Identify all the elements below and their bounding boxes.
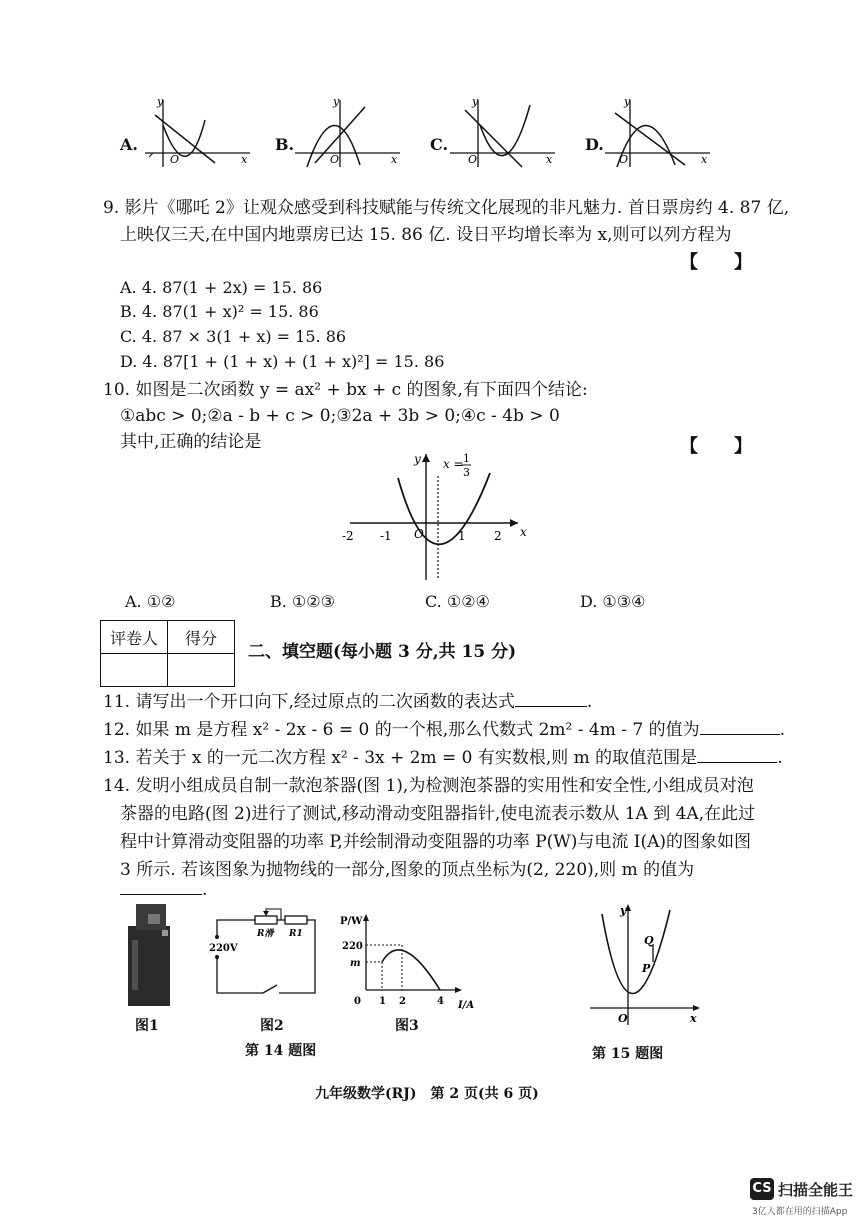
q8-a-x: x bbox=[241, 153, 248, 166]
section-2-title: 二、填空题(每小题 3 分,共 15 分) bbox=[248, 642, 517, 662]
q8-c-o: O bbox=[468, 153, 478, 166]
q8-a-o: O bbox=[170, 153, 180, 166]
fig14-tick-2: 2 bbox=[399, 996, 406, 1007]
fig14-circuit-diagram bbox=[205, 905, 325, 1000]
fig14-voltage-label: 220V bbox=[209, 943, 238, 954]
q9-option-a: A. 4. 87(1 + 2x) = 15. 86 bbox=[120, 278, 323, 297]
fig14-i-axis: I/A bbox=[458, 1000, 475, 1010]
score-table bbox=[100, 620, 235, 687]
fig14-p220: 220 bbox=[342, 941, 363, 952]
q9-option-c: C. 4. 87 × 3(1 + x) = 15. 86 bbox=[120, 327, 347, 346]
fig14-caption: 第 14 题图 bbox=[245, 1043, 317, 1059]
score-table-grader-cell[interactable] bbox=[101, 654, 168, 687]
q8-option-d-label: D. bbox=[585, 135, 604, 154]
q8-option-a-graph bbox=[145, 95, 255, 170]
score-table-score-header: 得分 bbox=[168, 621, 235, 654]
q13-text: 13. 若关于 x 的一元二次方程 x² - 3x + 2m = 0 有实数根,则 m 的取值范围是 . bbox=[103, 748, 783, 768]
q10-option-d: D. ①③④ bbox=[580, 592, 646, 611]
q11-text: 11. 请写出一个开口向下,经过原点的二次函数的表达式 . bbox=[103, 692, 593, 712]
q9-line2: 上映仅三天,在中国内地票房已达 15. 86 亿. 设日平均增长率为 x,则可以列方程为 bbox=[120, 225, 732, 245]
q10-line2: ①abc > 0;②a - b + c > 0;③2a + 3b > 0;④c - 4b > 0 bbox=[120, 406, 560, 426]
q14-answer-blank[interactable] bbox=[120, 880, 202, 895]
fig15-origin: O bbox=[618, 1012, 628, 1025]
page-footer: 九年级数学(RJ) 第 2 页(共 6 页) bbox=[315, 1086, 539, 1102]
q10-axis-y: y bbox=[414, 452, 421, 466]
q8-b-x: x bbox=[391, 153, 398, 166]
q10-answer-bracket[interactable]: 【 】 bbox=[680, 436, 752, 457]
q9-line1: 9. 影片《哪吒 2》让观众感受到科技赋能与传统文化展现的非凡魅力. 首日票房约 4. 87 亿, bbox=[103, 198, 790, 218]
q10-option-b: B. ①②③ bbox=[270, 592, 335, 611]
q14-line4: 3 所示. 若该图象为抛物线的一部分,图象的顶点坐标为(2, 220),则 m 的值为 bbox=[120, 860, 695, 880]
q9-answer-bracket[interactable]: 【 】 bbox=[680, 252, 752, 273]
q10-tick-neg2: -2 bbox=[342, 529, 354, 543]
q10-graph bbox=[340, 448, 530, 588]
q8-c-x: x bbox=[546, 153, 553, 166]
fig14-teamaker-image bbox=[122, 900, 174, 1008]
q10-axis-x: x bbox=[520, 525, 527, 539]
fig15-point-p: P bbox=[642, 962, 651, 975]
q11-prompt: 11. 请写出一个开口向下,经过原点的二次函数的表达式 bbox=[103, 692, 515, 712]
fig14-tick-4: 4 bbox=[437, 996, 444, 1007]
q10-origin: O bbox=[414, 527, 424, 541]
q10-sym-label: x = bbox=[443, 457, 464, 471]
fig14-rslide-label: R滑 bbox=[257, 929, 274, 939]
q12-text: 12. 如果 m 是方程 x² - 2x - 6 = 0 的一个根,那么代数式 2m² - 4m - 7 的值为 . bbox=[103, 720, 785, 740]
q8-d-o: O bbox=[619, 153, 629, 166]
fig15-graph bbox=[590, 900, 705, 1030]
q14-line2: 茶器的电路(图 2)进行了测试,移动滑动变阻器指针,使电流表示数从 1A 到 4A,在此过 bbox=[120, 804, 756, 824]
q10-option-c: C. ①②④ bbox=[425, 592, 490, 611]
q10-line1: 10. 如图是二次函数 y = ax² + bx + c 的图象,有下面四个结论: bbox=[103, 380, 588, 400]
q10-option-a: A. ①② bbox=[125, 592, 176, 611]
q10-sym-den: 3 bbox=[463, 466, 470, 479]
q14-answer-line bbox=[120, 880, 207, 900]
q8-option-c-label: C. bbox=[430, 135, 449, 154]
q12-prompt: 12. 如果 m 是方程 x² - 2x - 6 = 0 的一个根,那么代数式 2m² - 4m - 7 的值为 bbox=[103, 720, 700, 740]
fig15-axis-y: y bbox=[620, 904, 627, 917]
q14-line1: 14. 发明小组成员自制一款泡茶器(图 1),为检测泡茶器的实用性和安全性,小组成员对泡 bbox=[103, 776, 754, 796]
fig15-axis-x: x bbox=[690, 1012, 697, 1025]
q9-option-b: B. 4. 87(1 + x)² = 15. 86 bbox=[120, 302, 319, 321]
q8-d-x: x bbox=[701, 153, 708, 166]
q12-answer-blank[interactable] bbox=[700, 720, 780, 735]
fig14-pm: m bbox=[350, 958, 361, 969]
camscanner-logo: CS bbox=[750, 1178, 774, 1200]
q8-options bbox=[115, 95, 715, 175]
q8-option-b-graph bbox=[295, 95, 405, 170]
q10-tick-2: 2 bbox=[494, 529, 502, 543]
q13-prompt: 13. 若关于 x 的一元二次方程 x² - 3x + 2m = 0 有实数根,则 m 的取值范围是 bbox=[103, 748, 698, 768]
q13-answer-blank[interactable] bbox=[697, 748, 777, 763]
camscanner-brand: 扫描全能王 bbox=[778, 1181, 854, 1199]
fig14-p-axis: P/W bbox=[340, 916, 363, 927]
fig15-caption: 第 15 题图 bbox=[592, 1046, 664, 1062]
q8-d-y: y bbox=[624, 95, 631, 108]
fig14-r1-label: R1 bbox=[289, 929, 303, 939]
q8-c-y: y bbox=[472, 95, 479, 108]
score-table-score-cell[interactable] bbox=[168, 654, 235, 687]
fig14-origin: 0 bbox=[354, 996, 361, 1007]
q14-end: . bbox=[202, 880, 208, 900]
q9-option-d: D. 4. 87[1 + (1 + x) + (1 + x)²] = 15. 86 bbox=[120, 352, 445, 371]
score-table-grader-header: 评卷人 bbox=[101, 621, 168, 654]
q8-option-d-graph bbox=[605, 95, 715, 170]
q8-a-y: y bbox=[157, 95, 164, 108]
q8-option-a-label: A. bbox=[120, 135, 138, 154]
fig14-tick-1: 1 bbox=[379, 996, 386, 1007]
q8-option-b-label: B. bbox=[275, 135, 295, 154]
fig14-fig3-label: 图3 bbox=[395, 1018, 419, 1034]
q10-line3: 其中,正确的结论是 bbox=[120, 432, 262, 452]
fig14-power-graph bbox=[340, 910, 480, 1010]
q10-sym-num: 1 bbox=[463, 452, 470, 465]
q11-answer-blank[interactable] bbox=[515, 692, 587, 707]
fig15-point-q: Q bbox=[644, 934, 654, 947]
fig14-fig1-label: 图1 bbox=[135, 1018, 159, 1034]
q14-line3: 程中计算滑动变阻器的功率 P,并绘制滑动变阻器的功率 P(W)与电流 I(A)的图象如图 bbox=[120, 832, 752, 852]
q10-tick-1: 1 bbox=[458, 529, 466, 543]
q8-option-c-graph bbox=[450, 95, 560, 170]
fig14-fig2-label: 图2 bbox=[260, 1018, 284, 1034]
q10-tick-neg1: -1 bbox=[380, 529, 392, 543]
q8-b-o: O bbox=[330, 153, 340, 166]
camscanner-subtitle: 3亿人都在用的扫描App bbox=[752, 1207, 848, 1217]
q8-b-y: y bbox=[333, 95, 340, 108]
